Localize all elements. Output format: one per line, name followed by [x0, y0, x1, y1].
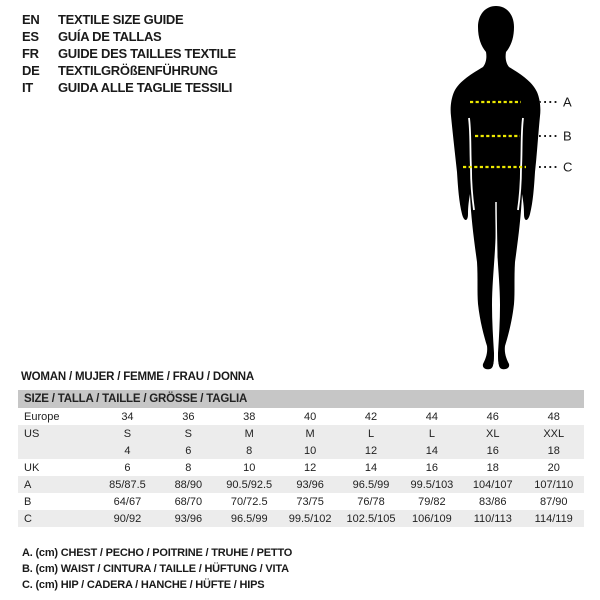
legend-waist: B. (cm) WAIST / CINTURA / TAILLE / HÜFTUNG / VITA: [22, 563, 289, 575]
row-label: A: [18, 476, 97, 493]
table-row-waist: [18, 493, 584, 510]
cell: 87/90: [539, 495, 568, 508]
cell: S: [97, 425, 158, 442]
cell: 12: [303, 461, 317, 474]
cell: 38: [243, 410, 256, 423]
cell: 102.5/105: [341, 510, 402, 527]
cell: 14: [401, 442, 462, 459]
marker-letter-c: C: [563, 159, 573, 175]
cell: L: [341, 425, 402, 442]
lang-title-es: GUÍA DE TALLAS: [58, 29, 162, 44]
legend-hip: C. (cm) HIP / CADERA / HANCHE / HÜFTE / HIPS: [22, 579, 265, 591]
cell: 12: [341, 442, 402, 459]
cell: 36: [182, 410, 195, 423]
cell: 48: [547, 410, 560, 423]
lang-row-es: [22, 28, 236, 45]
measurement-figure: [437, 4, 590, 372]
lang-code-de: DE: [22, 63, 40, 78]
cell: 16: [425, 461, 439, 474]
measurement-legend: [22, 545, 292, 593]
marker-letter-b: B: [563, 128, 572, 144]
cell: 40: [303, 410, 317, 423]
lang-title-it: GUIDA ALLE TAGLIE TESSILI: [58, 80, 233, 95]
size-table-header-row: [18, 390, 584, 408]
row-label: US: [18, 425, 97, 442]
cell: 93/96: [158, 510, 219, 527]
cell: 8: [219, 442, 280, 459]
cell: 42: [364, 410, 378, 423]
cell: 88/90: [158, 476, 219, 493]
cell: 79/82: [418, 495, 446, 508]
cell: 107/110: [523, 476, 584, 493]
cell: 68/70: [174, 495, 203, 508]
lang-code-en: EN: [22, 12, 40, 27]
cell: M: [219, 425, 280, 442]
cell: S: [158, 425, 219, 442]
table-row-hip: [18, 510, 584, 527]
lang-row-en: [22, 11, 236, 28]
cell: 93/96: [280, 476, 341, 493]
cell: 90/92: [97, 510, 158, 527]
lang-row-fr: [22, 45, 236, 62]
table-row-chest: [18, 476, 584, 493]
lang-title-de: TEXTILGRÖßENFÜHRUNG: [58, 63, 218, 78]
size-table-header: SIZE / TALLA / TAILLE / GRÖSSE / TAGLIA: [18, 390, 584, 408]
cell: XL: [462, 425, 523, 442]
woman-silhouette-graphic: [437, 4, 590, 372]
marker-letter-a: A: [563, 94, 572, 110]
legend-chest: A. (cm) CHEST / PECHO / POITRINE / TRUHE / PETTO: [22, 547, 293, 559]
cell: 64/67: [113, 495, 142, 508]
cell: 104/107: [462, 476, 523, 493]
table-row-europe: [18, 408, 584, 425]
table-row-uk: [18, 459, 584, 476]
cell: 46: [486, 410, 499, 423]
cell: 99.5/103: [401, 476, 462, 493]
cell: 96.5/99: [219, 510, 280, 527]
cell: 114/119: [523, 510, 584, 527]
cell: 10: [243, 461, 256, 474]
cell: 110/113: [462, 510, 523, 527]
cell: 85/87.5: [97, 476, 158, 493]
cell: L: [401, 425, 462, 442]
cell: 83/86: [479, 495, 507, 508]
language-title-list: [22, 11, 236, 96]
lang-code-it: IT: [22, 80, 33, 95]
cell: 6: [124, 461, 131, 474]
cell: 16: [462, 442, 523, 459]
table-title: WOMAN / MUJER / FEMME / FRAU / DONNA: [21, 371, 255, 383]
leg-gap: [496, 202, 497, 348]
cell: 44: [425, 410, 439, 423]
lang-code-es: ES: [22, 29, 39, 44]
size-table: [18, 390, 584, 527]
row-label: C: [18, 510, 97, 527]
cell: 14: [364, 461, 378, 474]
lang-code-fr: FR: [22, 46, 39, 61]
lang-row-de: [22, 62, 236, 79]
cell: 76/78: [357, 495, 385, 508]
cell: 4: [97, 442, 158, 459]
cell: XXL: [523, 425, 584, 442]
cell: 73/75: [296, 495, 324, 508]
table-row-us-letters: [18, 425, 584, 442]
row-label: [18, 442, 97, 459]
cell: 18: [523, 442, 584, 459]
cell: 99.5/102: [280, 510, 341, 527]
cell: 96.5/99: [341, 476, 402, 493]
cell: 10: [280, 442, 341, 459]
cell: 20: [547, 461, 560, 474]
cell: 106/109: [401, 510, 462, 527]
woman-silhouette: [451, 6, 541, 369]
row-label: UK: [24, 461, 40, 474]
row-label: Europe: [24, 410, 60, 423]
cell: 18: [486, 461, 499, 474]
row-label: B: [24, 495, 32, 508]
lang-title-en: TEXTILE SIZE GUIDE: [58, 12, 184, 27]
cell: 70/72.5: [230, 495, 268, 508]
cell: 90.5/92.5: [219, 476, 280, 493]
cell: M: [280, 425, 341, 442]
lang-title-fr: GUIDE DES TAILLES TEXTILE: [58, 46, 236, 61]
cell: 34: [121, 410, 134, 423]
cell: 8: [185, 461, 192, 474]
lang-row-it: [22, 79, 236, 96]
table-row-us-numbers: [18, 442, 584, 459]
cell: 6: [158, 442, 219, 459]
